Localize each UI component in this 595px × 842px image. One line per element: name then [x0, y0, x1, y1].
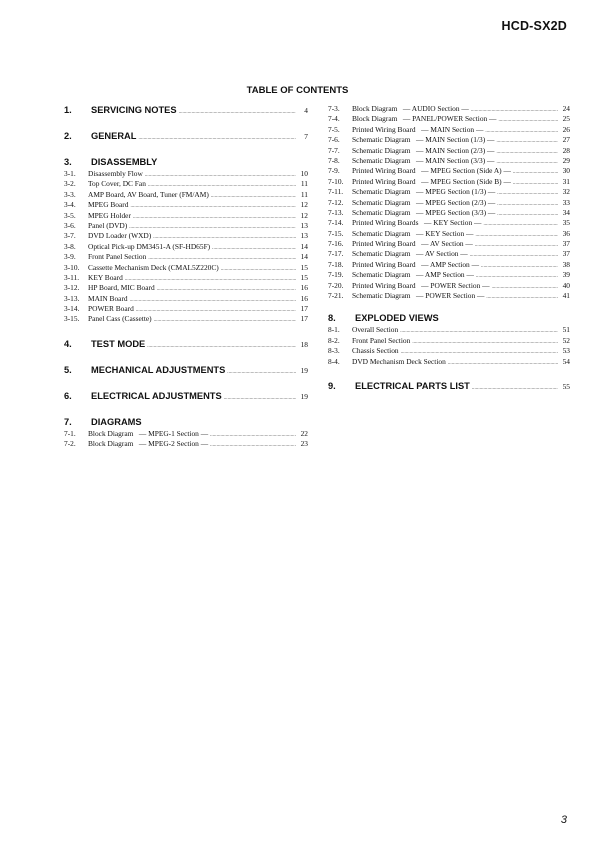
toc-entry[interactable]: [328, 187, 570, 197]
entry-label: Schematic Diagram — AMP Section —: [352, 270, 474, 280]
section-number: 7.: [64, 416, 72, 427]
dot-leader: [179, 105, 296, 119]
entry-label: Block Diagram — MPEG-1 Section —: [88, 428, 209, 438]
entry-number: 3-10.: [64, 262, 80, 272]
entry-label: Printed Wiring Board — POWER Section —: [352, 280, 490, 290]
entry-number: 7-10.: [328, 176, 344, 186]
entry-number: 3-5.: [64, 210, 76, 220]
entry-label: Disassembly Flow: [88, 169, 143, 178]
entry-number: 7-7.: [328, 145, 340, 155]
entry-label: Front Panel Section: [352, 335, 411, 345]
page-ref: 29: [562, 155, 570, 165]
section-number: 3.: [64, 157, 72, 167]
section-number: 2.: [64, 131, 72, 141]
section-label: ELECTRICAL ADJUSTMENTS: [91, 390, 222, 401]
page-ref: 17: [300, 314, 308, 324]
page-number: 3: [560, 814, 567, 826]
page-ref: 38: [562, 259, 570, 269]
toc-entry[interactable]: [64, 273, 308, 283]
entry-label: MPEG Holder: [88, 210, 131, 220]
page-ref: 53: [562, 346, 570, 356]
toc-section-test-mode[interactable]: [64, 338, 308, 351]
entry-number: 8-4.: [328, 356, 340, 366]
page-ref: 19: [300, 391, 308, 401]
entry-label: Block Diagram — MPEG-2 Section —: [88, 439, 209, 449]
section-label: MECHANICAL ADJUSTMENTS: [91, 364, 226, 375]
toc-section-diagrams[interactable]: [64, 416, 308, 429]
entry-label: Panel (DVD): [88, 220, 128, 230]
entry-label: Cassette Mechanism Deck (CMAL5Z220C): [88, 262, 219, 272]
dot-leader: [154, 314, 296, 326]
entry-label: MAIN Board: [88, 293, 128, 303]
entry-label: Schematic Diagram — MPEG Section (3/3) —: [352, 207, 496, 217]
toc-section-servicing-notes[interactable]: [64, 104, 308, 117]
entry-number: 3-8.: [64, 241, 76, 251]
entry-label: Schematic Diagram — MAIN Section (1/3) —: [352, 135, 495, 145]
page-ref: 17: [300, 304, 308, 314]
page-ref: 18: [300, 339, 308, 349]
entry-label: Printed Wiring Board — MPEG Section (Side A) —: [352, 166, 511, 176]
page-ref: 14: [300, 252, 308, 262]
toc-entry[interactable]: [328, 166, 570, 176]
section-label: GENERAL: [91, 131, 137, 141]
dot-leader: [448, 357, 558, 369]
page-ref: 37: [562, 249, 570, 259]
page-ref: 52: [562, 335, 570, 345]
entry-label: Schematic Diagram — AV Section —: [352, 249, 468, 259]
dot-leader: [138, 131, 296, 145]
toc-entry[interactable]: [64, 242, 308, 252]
page-ref: 35: [562, 218, 570, 228]
toc-section-electrical-adjustments[interactable]: [64, 390, 308, 403]
toc-entry[interactable]: [328, 229, 570, 239]
section-label: TEST MODE: [91, 338, 146, 349]
toc-entry[interactable]: [328, 325, 570, 335]
toc-entry[interactable]: [328, 146, 570, 156]
entry-label: Schematic Diagram — POWER Section —: [352, 291, 485, 301]
page-ref: 11: [300, 189, 308, 199]
toc-entry[interactable]: [328, 249, 570, 259]
toc-entry[interactable]: [64, 314, 308, 324]
entry-number: 3-6.: [64, 220, 76, 230]
toc-entry[interactable]: [328, 104, 570, 114]
entry-label: Chassis Section: [352, 346, 399, 356]
page-ref: 30: [562, 166, 570, 176]
dot-leader: [147, 339, 296, 353]
diagram-items-continued: [328, 104, 570, 301]
page-ref: 13: [300, 231, 308, 241]
page-ref: 10: [300, 169, 308, 178]
entry-label: Printed Wiring Board — AMP Section —: [352, 259, 479, 269]
page-ref: 51: [562, 325, 570, 335]
toc-entry[interactable]: [64, 252, 308, 262]
entry-number: 7-15.: [328, 228, 344, 238]
entry-number: 3-12.: [64, 283, 80, 293]
entry-label: DVD Mechanism Deck Section: [352, 356, 446, 366]
entry-label: Schematic Diagram — KEY Section —: [352, 228, 474, 238]
entry-label: KEY Board: [88, 272, 123, 282]
entry-number: 7-1.: [64, 428, 76, 438]
disassembly-items: [64, 169, 308, 325]
entry-label: POWER Board: [88, 304, 134, 314]
toc-entry[interactable]: [64, 263, 308, 273]
section-number: 1.: [64, 105, 72, 115]
page-ref: 39: [562, 270, 570, 280]
page-ref: 19: [300, 365, 308, 375]
entry-number: 3-2.: [64, 179, 76, 189]
page-ref: 12: [300, 210, 308, 220]
page-ref: 31: [562, 176, 570, 186]
toc-entry[interactable]: [328, 198, 570, 208]
entry-label: DVD Loader (WXD): [88, 231, 152, 241]
toc-section-disassembly[interactable]: [64, 156, 308, 169]
toc-right-column: [328, 104, 570, 393]
toc-entry[interactable]: [64, 283, 308, 293]
entry-number: 7-12.: [328, 197, 344, 207]
entry-number: 7-3.: [328, 104, 340, 113]
section-number: 8.: [328, 313, 336, 324]
page-ref: 12: [300, 200, 308, 210]
entry-number: 7-19.: [328, 270, 344, 280]
toc-entry[interactable]: [328, 336, 570, 346]
entry-number: 7-20.: [328, 280, 344, 290]
toc-entry[interactable]: [328, 218, 570, 228]
entry-number: 7-5.: [328, 124, 340, 134]
toc-entry[interactable]: [64, 190, 308, 200]
entry-label: Optical Pick-up DM3451-A (SF-HD65F): [88, 241, 211, 251]
page-ref: 36: [562, 228, 570, 238]
toc-entry[interactable]: [328, 114, 570, 124]
page-ref: 16: [300, 293, 308, 303]
toc-entry[interactable]: [328, 125, 570, 135]
toc-section-mechanical-adjustments[interactable]: [64, 364, 308, 377]
page-ref: 55: [562, 381, 570, 391]
toc-entry[interactable]: [328, 357, 570, 367]
page-ref: 27: [562, 135, 570, 145]
page-ref: 4: [304, 106, 308, 115]
page-ref: 28: [562, 145, 570, 155]
toc-entry[interactable]: [328, 270, 570, 280]
dot-leader: [472, 381, 558, 395]
entry-label: Panel Cass (Cassette): [88, 314, 152, 324]
toc-entry[interactable]: [328, 291, 570, 301]
entry-label: Schematic Diagram — MAIN Section (2/3) —: [352, 145, 495, 155]
section-label: DIAGRAMS: [91, 416, 142, 427]
toc-entry[interactable]: [328, 208, 570, 218]
model-number: HCD-SX2D: [501, 19, 567, 33]
dot-leader: [227, 365, 296, 379]
page-ref: 33: [562, 197, 570, 207]
entry-label: Schematic Diagram — MPEG Section (1/3) —: [352, 187, 496, 197]
entry-label: Schematic Diagram — MPEG Section (2/3) —: [352, 197, 496, 207]
toc-section-general[interactable]: [64, 130, 308, 143]
toc-entry[interactable]: [64, 294, 308, 304]
toc-entry[interactable]: [328, 135, 570, 145]
entry-number: 7-6.: [328, 135, 340, 145]
entry-number: 3-11.: [64, 272, 80, 282]
section-label: SERVICING NOTES: [91, 105, 177, 115]
toc-entry[interactable]: [328, 260, 570, 270]
toc-entry[interactable]: [64, 211, 308, 221]
toc-title: TABLE OF CONTENTS: [246, 85, 349, 96]
dot-leader: [224, 391, 296, 405]
section-label: DISASSEMBLY: [91, 157, 158, 167]
entry-label: Block Diagram — PANEL/POWER Section —: [352, 114, 497, 124]
entry-label: Printed Wiring Board — AV Section —: [352, 239, 473, 249]
toc-entry[interactable]: [64, 169, 308, 179]
page-ref: 7: [304, 132, 308, 141]
dot-leader: [210, 439, 296, 451]
entry-number: 3-13.: [64, 293, 80, 303]
entry-number: 7-8.: [328, 155, 340, 165]
entry-label: Schematic Diagram — MAIN Section (3/3) —: [352, 155, 495, 165]
section-label: ELECTRICAL PARTS LIST: [355, 380, 470, 391]
page-ref: 22: [300, 428, 308, 438]
entry-number: 7-2.: [64, 439, 76, 449]
entry-number: 7-14.: [328, 218, 344, 228]
page-ref: 16: [300, 283, 308, 293]
toc-section-electrical-parts-list[interactable]: [328, 380, 570, 393]
page-ref: 41: [562, 291, 570, 301]
toc-entry[interactable]: [328, 156, 570, 166]
exploded-view-items: [328, 325, 570, 367]
toc-entry[interactable]: [64, 221, 308, 231]
section-number: 6.: [64, 390, 72, 401]
toc-entry[interactable]: [64, 439, 308, 449]
entry-number: 3-7.: [64, 231, 76, 241]
page-ref: 32: [562, 187, 570, 197]
page-ref: 37: [562, 239, 570, 249]
page-ref: 15: [300, 272, 308, 282]
entry-label: HP Board, MIC Board: [88, 283, 155, 293]
entry-number: 7-13.: [328, 207, 344, 217]
entry-number: 7-16.: [328, 239, 344, 249]
page-ref: 11: [300, 179, 308, 189]
entry-number: 7-4.: [328, 114, 340, 124]
page-ref: 15: [300, 262, 308, 272]
toc-entry[interactable]: [64, 179, 308, 189]
diagram-items: [64, 429, 308, 450]
toc-entry[interactable]: [64, 231, 308, 241]
entry-label: Printed Wiring Board — MAIN Section —: [352, 124, 484, 134]
toc-entry[interactable]: [328, 177, 570, 187]
toc-entry[interactable]: [64, 304, 308, 314]
entry-number: 8-2.: [328, 335, 340, 345]
entry-number: 3-3.: [64, 189, 76, 199]
toc-entry[interactable]: [328, 239, 570, 249]
entry-label: MPEG Board: [88, 200, 129, 210]
entry-label: Block Diagram — AUDIO Section —: [352, 104, 469, 113]
toc-entry[interactable]: [64, 429, 308, 439]
entry-number: 8-3.: [328, 346, 340, 356]
entry-label: Top Cover, DC Fan: [88, 179, 146, 189]
entry-label: Printed Wiring Boards — KEY Section —: [352, 218, 482, 228]
entry-number: 3-4.: [64, 200, 76, 210]
toc-entry[interactable]: [328, 346, 570, 356]
entry-label: Front Panel Section: [88, 252, 147, 262]
toc-entry[interactable]: [64, 200, 308, 210]
section-number: 9.: [328, 380, 336, 391]
page-ref: 34: [562, 207, 570, 217]
entry-number: 3-15.: [64, 314, 80, 324]
section-label: EXPLODED VIEWS: [355, 313, 439, 324]
page-ref: 23: [300, 439, 308, 449]
page-ref: 40: [562, 280, 570, 290]
toc-left-column: [64, 104, 308, 450]
entry-number: 7-17.: [328, 249, 344, 259]
entry-number: 7-21.: [328, 291, 344, 301]
page-ref: 13: [300, 220, 308, 230]
page-ref: 25: [562, 114, 570, 124]
entry-number: 3-9.: [64, 252, 76, 262]
entry-label: Printed Wiring Board — MPEG Section (Side B) —: [352, 176, 511, 186]
page-ref: 54: [562, 356, 570, 366]
entry-label: AMP Board, AV Board, Tuner (FM/AM): [88, 189, 209, 199]
entry-number: 3-1.: [64, 169, 76, 178]
entry-number: 7-11.: [328, 187, 344, 197]
toc-section-exploded-views[interactable]: [328, 312, 570, 325]
section-number: 5.: [64, 364, 72, 375]
page-ref: 26: [562, 124, 570, 134]
dot-leader: [486, 291, 558, 303]
page-ref: 14: [300, 241, 308, 251]
section-number: 4.: [64, 338, 72, 349]
entry-number: 7-9.: [328, 166, 340, 176]
entry-number: 3-14.: [64, 304, 80, 314]
entry-number: 8-1.: [328, 325, 340, 335]
entry-label: Overall Section: [352, 325, 399, 335]
page-ref: 24: [562, 104, 570, 113]
toc-entry[interactable]: [328, 281, 570, 291]
entry-number: 7-18.: [328, 259, 344, 269]
